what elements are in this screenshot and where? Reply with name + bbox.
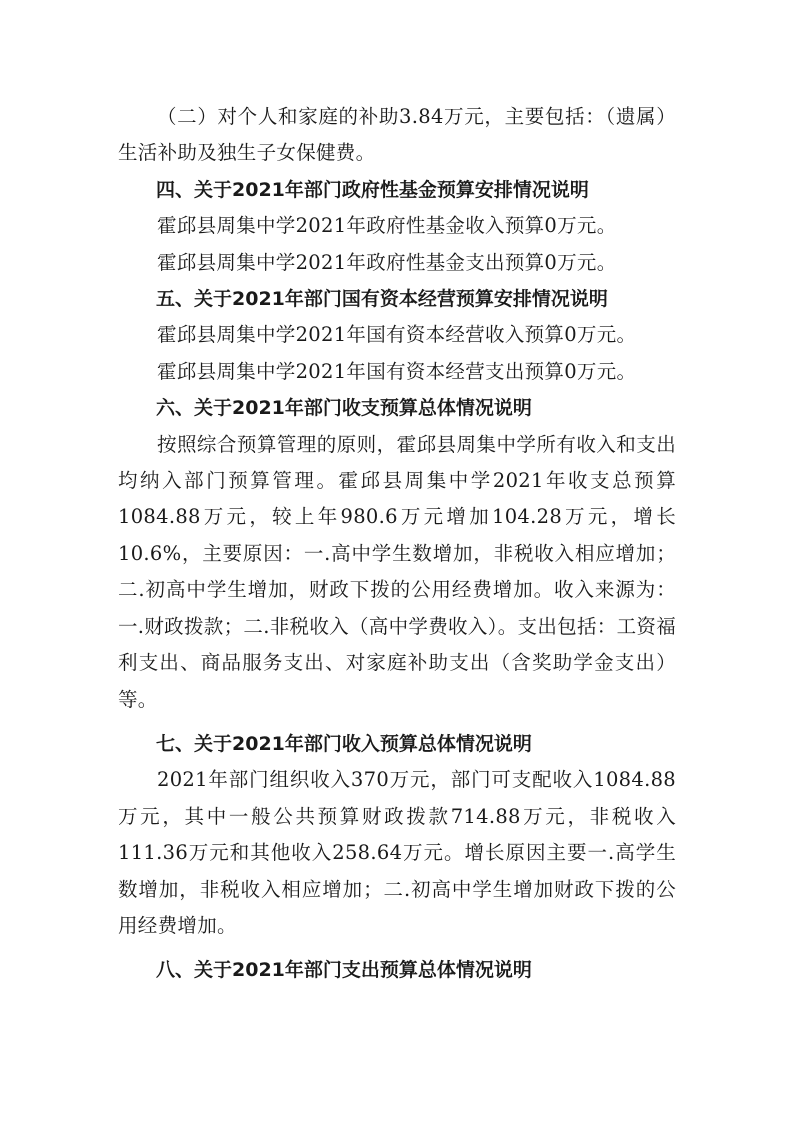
paragraph-family-subsidy: （二）对个人和家庭的补助3.84万元，主要包括：（遗属）生活补助及独生子女保健费。 xyxy=(118,105,676,165)
heading-fund-budget: 四、关于2021年部门政府性基金预算安排情况说明 xyxy=(156,178,589,201)
paragraph-fund-income: 霍邱县周集中学2021年政府性基金收入预算0万元。 xyxy=(157,214,617,238)
document-page xyxy=(118,99,676,989)
heading-expense-budget: 八、关于2021年部门支出预算总体情况说明 xyxy=(156,959,532,982)
paragraph-capital-income: 霍邱县周集中学2021年国有资本经营收入预算0万元。 xyxy=(157,323,637,347)
paragraph-overall-budget: 按照综合预算管理的原则，霍邱县周集中学所有收入和支出均纳入部门预算管理。霍邱县周集中学2021年收支总预算1084.88万元，较上年980.6万元增加104.28万元，增长10.6%，主要原因：一.高中学生数增加，非税收入相应增加；二.初高中学生增加，财政下拨的公用经费增加。收入来源为：一.财政拨款；二.非税收入（高中学费收入）。支出包括：工资福利支出、商品服务支出、对家庭补助支出（含奖助学金支出）等。 xyxy=(118,432,676,711)
paragraph-income-budget: 2021年部门组织收入370万元，部门可支配收入1084.88万元，其中一般公共预算财政拨款714.88万元，非税收入111.36万元和其他收入258.64万元。增长原因主要一.高学生数增加，非税收入相应增加；二.初高中学生增加财政下拨的公用经费增加。 xyxy=(118,768,676,937)
heading-overall-budget: 六、关于2021年部门收支预算总体情况说明 xyxy=(156,397,532,420)
paragraph-fund-expense: 霍邱县周集中学2021年政府性基金支出预算0万元。 xyxy=(157,250,617,274)
paragraph-capital-expense: 霍邱县周集中学2021年国有资本经营支出预算0万元。 xyxy=(157,359,637,383)
heading-state-capital-budget: 五、关于2021年部门国有资本经营预算安排情况说明 xyxy=(156,288,608,311)
heading-income-budget: 七、关于2021年部门收入预算总体情况说明 xyxy=(156,732,532,755)
